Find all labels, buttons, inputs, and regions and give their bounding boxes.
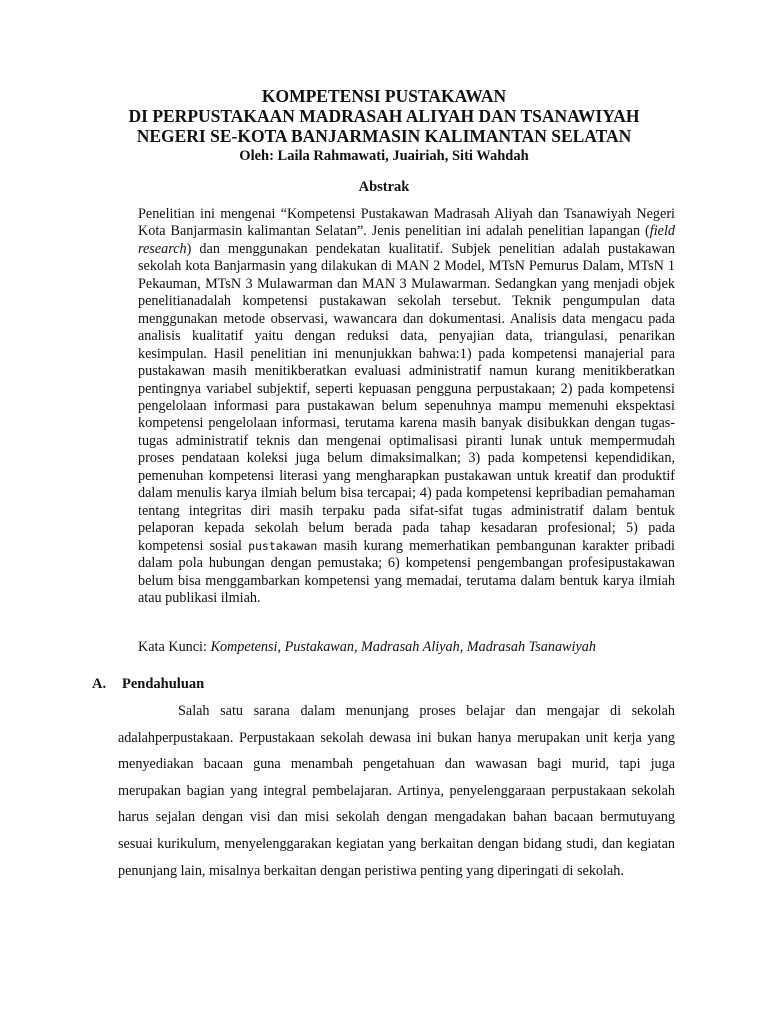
- section-title: Pendahuluan: [122, 676, 205, 692]
- keywords-values: Kompetensi, Pustakawan, Madrasah Aliyah, Madrasah Tsanawiyah: [210, 639, 596, 655]
- section-heading-pendahuluan: [92, 675, 204, 693]
- abstract-body: [138, 206, 675, 607]
- paper-header: [80, 86, 688, 165]
- abstract-emphasis: field research: [138, 223, 675, 257]
- abstract-text-part-3: masih kurang memerhatikan pembangunan karakter pribadi dalam pola hubungan dengan pemustaka; 6) kompetensi pengembangan profesipustakawan belum bisa menggambarkan kompetensi yang memadai, terutama dalam bentuk karya ilmiah atau publikasi ilmiah.: [138, 537, 675, 606]
- keywords-label: Kata Kunci:: [138, 639, 211, 655]
- paper-title-line-3: NEGERI SE-KOTA BANJARMASIN KALIMANTAN SELATAN: [136, 126, 632, 146]
- paper-title-line-1: KOMPETENSI PUSTAKAWAN: [261, 86, 507, 106]
- paper-authors: Oleh: Laila Rahmawati, Juairiah, Siti Wahdah: [239, 148, 529, 164]
- intro-body: [118, 698, 675, 884]
- abstract-text-part-2: ) dan menggunakan pendekatan kualitatif. Subjek penelitian adalah pustakawan sekolah kota Banjarmasin yang dilakukan di MAN 2 Model, MTsN Pemurus Dalam, MTsN 1 Pekauman, MTsN 3 Mulawarman dan MAN 3 Mulawarman. Sedangkan yang menjadi objek penelitianadalah kompetensi pustakawan sekolah tersebut. Teknik pengumpulan data menggunakan metode observasi, wawancara dan dokumentasi. Analisis data mengacu pada analisis kualitatif yaitu dengan reduksi data, penyajian data, triangulasi, penarikan kesimpulan. Hasil penelitian ini menunjukkan bahwa:1) pada kompetensi manajerial para pustakawan masih menitikberatkan evaluasi administratif namun kurang menitikberatkan pentingnya variabel subjektif, seperti kepuasan pengguna perpustakaan; 2) pada kompetensi pengelolaan informasi para pustakawan belum sepenuhnya mampu memenuhi ekspektasi kompetensi pengelolaan informasi, terutama karena masih banyak disibukkan dengan tugas-tugas administratif teknis dan mengenai optimalisasi piranti lunak untuk mempermudah proses pendataan koleksi juga belum dimaksimalkan; 3) pada kompetensi kependidikan, pemenuhan kompetensi literasi yang mengharapkan pustakawan untuk kreatif dan produktif dalam menulis karya ilmiah belum bisa tercapai; 4) pada kompetensi kepribadian pemahaman tentang integritas diri masih terpaku pada sifat-sifat tugas administratif dalam bentuk pelaporan kepada sekolah belum berada pada tahap kesadaran profesional; 5) pada kompetensi sosial: [138, 240, 675, 554]
- abstract-paragraph: [138, 206, 675, 607]
- paper-title-line-2: DI PERPUSTAKAAN MADRASAH ALIYAH DAN TSANAWIYAH: [128, 106, 640, 126]
- abstract-text-part-1: Penelitian ini mengenai “Kompetensi Pustakawan Madrasah Aliyah dan Tsanawiyah Negeri Kota Banjarmasin kalimantan Selatan”. Jenis penelitian ini adalah penelitian lapangan (: [138, 206, 675, 240]
- intro-paragraph: Salah satu sarana dalam menunjang proses belajar dan mengajar di sekolah adalahperpustakaan. Perpustakaan sekolah dewasa ini bukan hanya merupakan unit kerja yang menyediakan bacaan guna menambah pengetahuan dan wawasan bagi murid, tapi juga merupakan bagian yang integral pembelajaran. Artinya, penyelenggaraan perpustakaan sekolah harus sejalan dengan visi dan misi sekolah dengan mengadakan bahan bacaan bermutuyang sesuai kurikulum, menyelenggarakan kegiatan yang berkaitan dengan bidang studi, dan kegiatan penunjang lain, misalnya berkaitan dengan peristiwa penting yang diperingati di sekolah.: [118, 703, 675, 879]
- section-number: A.: [92, 676, 107, 692]
- abstract-mono-word: pustakawan: [248, 538, 318, 553]
- keywords: [138, 638, 675, 656]
- abstract-heading: Abstrak: [358, 179, 410, 195]
